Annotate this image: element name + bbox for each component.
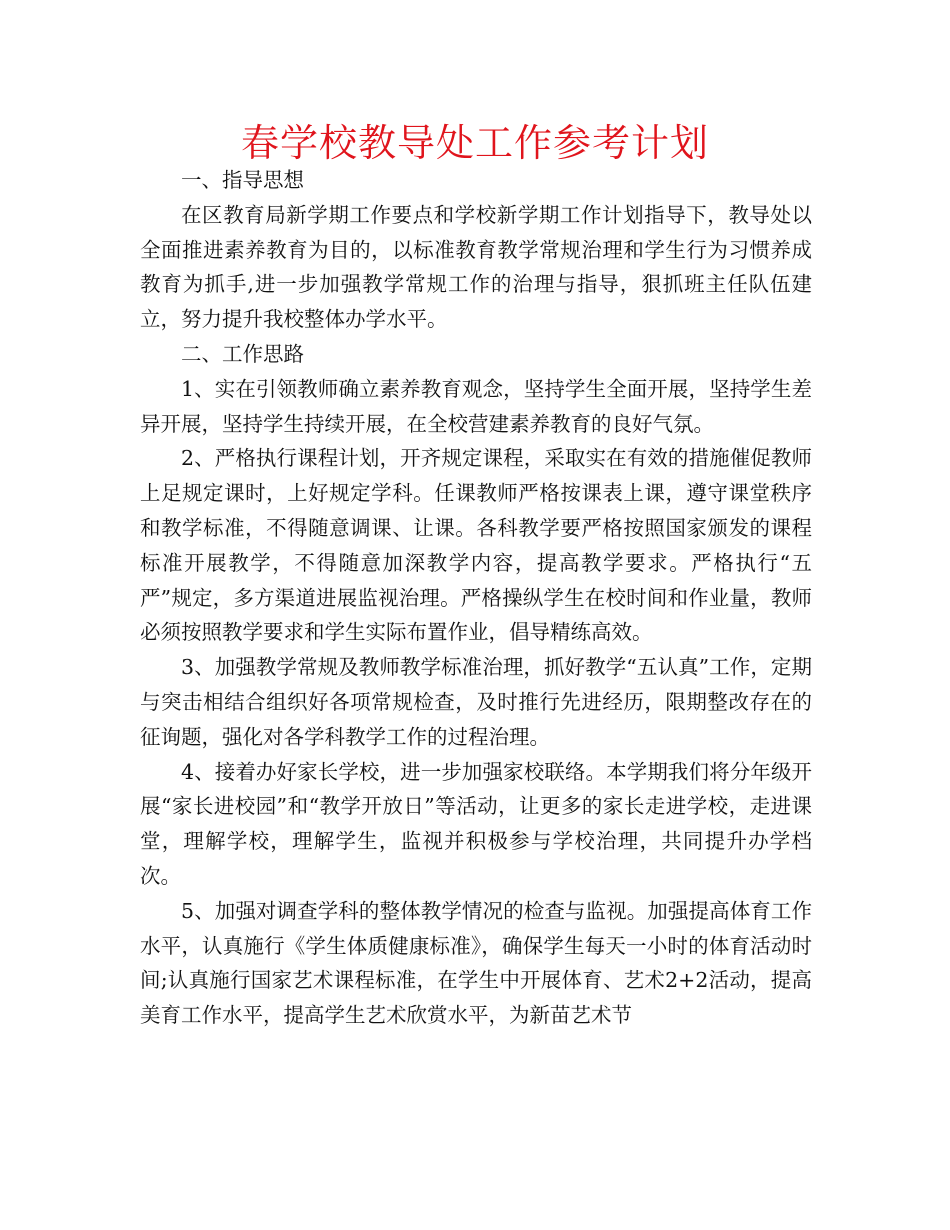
section-heading-guiding-thought: 一、指导思想 — [181, 168, 304, 192]
document-body — [140, 163, 812, 1033]
paragraph-item-4: 4、接着办好家长学校，进一步加强家校联络。本学期我们将分年级开展“家长进校园”和“教学开放日”等活动，让更多的家长走进学校，走进课堂，理解学校，理解学生，监视并积极参与学校治理，共同提升办学档次。 — [140, 759, 812, 888]
paragraph-item-1: 1、实在引领教师确立素养教育观念，坚持学生全面开展，坚持学生差异开展，坚持学生持续开展，在全校营建素养教育的良好气氛。 — [140, 376, 812, 436]
paragraph-item-3: 3、加强教学常规及教师教学标准治理，抓好教学“五认真”工作，定期与突击相结合组织好各项常规检查，及时推行先进经历，限期整改存在的征询题，强化对各学科教学工作的过程治理。 — [140, 655, 812, 749]
paragraph-item-5: 5、加强对调查学科的整体教学情况的检查与监视。加强提高体育工作水平，认真施行《学生体质健康标准》，确保学生每天一小时的体育活动时间;认真施行国家艺术课程标准，在学生中开展体育、艺术2+2活动，提高美育工作水平，提高学生艺术欣赏水平，为新苗艺术节 — [140, 898, 812, 1028]
paragraph-item-2: 2、严格执行课程计划，开齐规定课程，采取实在有效的措施催促教师上足规定课时，上好规定学科。任课教师严格按课表上课，遵守课堂秩序和教学标准，不得随意调课、让课。各科教学要严格按照国家颁发的课程标准开展教学，不得随意加深教学内容，提高教学要求。严格执行“五严”规定，多方渠道进展监视治理。严格操纵学生在校时间和作业量，教师必须按照教学要求和学生实际布置作业，倡导精练高效。 — [140, 446, 812, 645]
document-title: 春学校教导处工作参考计划 — [240, 121, 709, 165]
paragraph-guiding-thought: 在区教育局新学期工作要点和学校新学期工作计划指导下，教导处以全面推进素养教育为目的，以标准教育教学常规治理和学生行为习惯养成教育为抓手,进一步加强教学常规工作的治理与指导，狠抓班主任队伍建立，努力提升我校整体办学水平。 — [140, 202, 812, 332]
section-heading-work-approach: 二、工作思路 — [181, 341, 304, 366]
